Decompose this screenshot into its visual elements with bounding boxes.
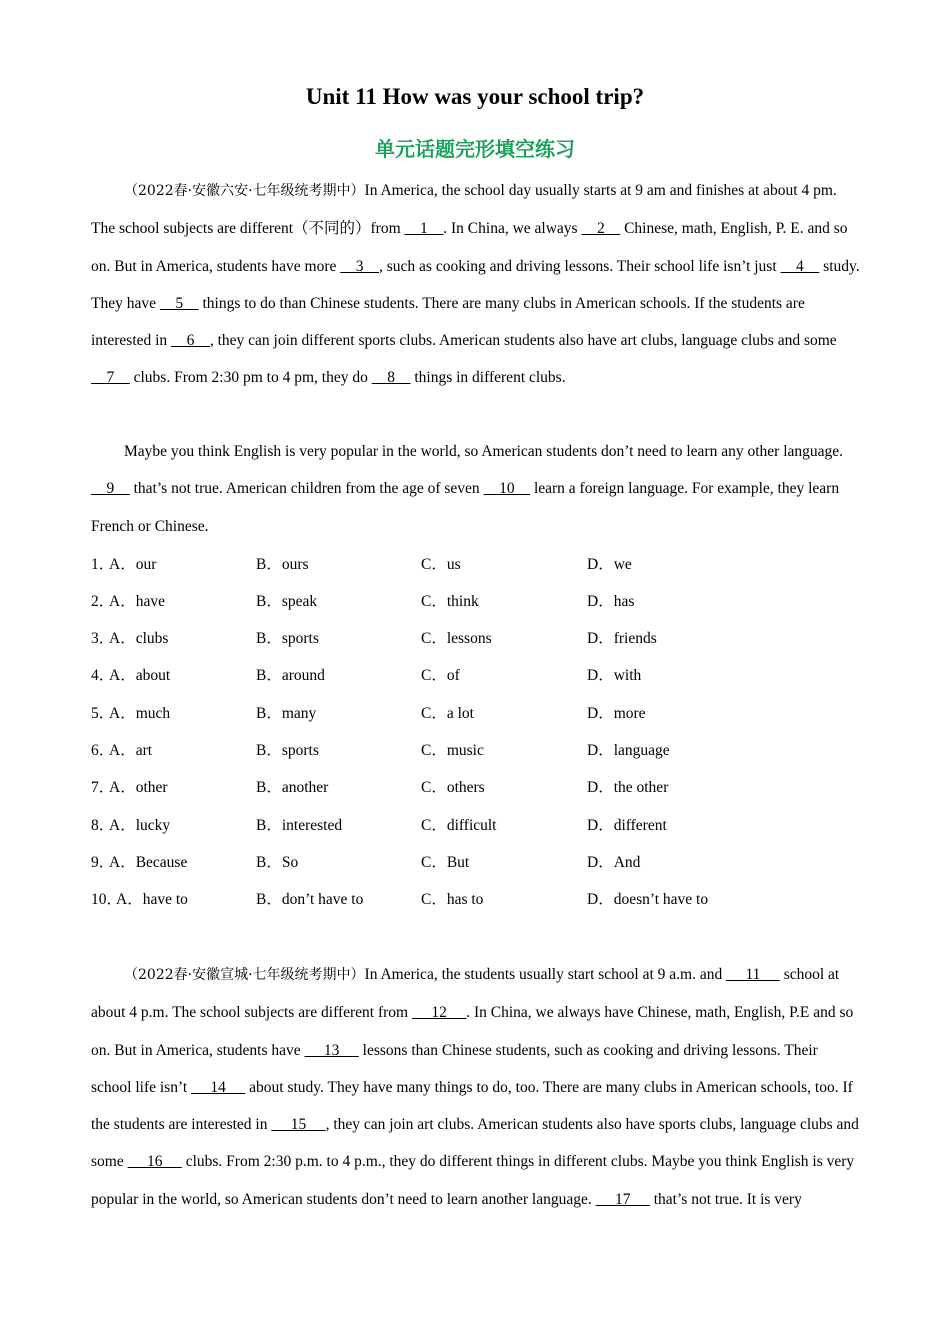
blank-4: 4 <box>780 257 820 275</box>
question-number: 9． <box>91 854 115 871</box>
passage-text: Chinese, math, English, P. E. and so on. But in America, students have more <box>91 220 848 275</box>
page-subtitle: 单元话题完形填空练习 <box>375 137 575 161</box>
option-a: A．Because <box>109 854 188 871</box>
blank-7: 7 <box>91 369 130 387</box>
option-c: C．of <box>421 667 460 684</box>
passage-3 <box>91 956 861 1218</box>
passage-1-source: （2022春·安徽六安·七年级统考期中） <box>124 183 365 199</box>
option-d: D．doesn’t have to <box>587 891 709 908</box>
option-b: B．interested <box>256 817 343 834</box>
option-a: A．other <box>109 779 168 796</box>
option-d: D．more <box>587 705 646 722</box>
question-number: 1． <box>91 556 115 573</box>
passage-text: , they can join different sports clubs. American students also have art clubs, language clubs and some <box>209 332 837 350</box>
question-number: 10． <box>91 891 123 908</box>
blank-1: 1 <box>404 220 444 238</box>
option-a: A．have to <box>116 891 188 908</box>
passage-text: things to do than Chinese students. There are many clubs in American schools. If the students are interested in <box>91 294 805 350</box>
option-a: A．have <box>109 593 165 610</box>
blank-2: 2 <box>581 220 621 238</box>
passage-text: Maybe you think English is very popular in the world, so American students don’t need to learn any other language. <box>124 443 844 460</box>
blank-3: 3 <box>340 257 379 275</box>
option-b: B．speak <box>256 593 318 610</box>
passage-1 <box>91 172 861 397</box>
option-a: A．much <box>109 705 171 722</box>
blank-6: 6 <box>171 332 210 350</box>
passage-text: about study. They have many things to do, too. There are many clubs in American schools, too. If the students are interested in <box>91 1078 853 1134</box>
option-c: C．has to <box>421 891 484 908</box>
passage-text: . In China, we always <box>443 220 582 238</box>
passage-text: school at about 4 p.m. The school subjects are different from <box>91 966 840 1022</box>
option-a: A．our <box>109 556 157 573</box>
question-number: 5． <box>91 705 115 722</box>
passage-text: . In China, we always have Chinese, math, English, P.E and so on. But in America, students have <box>91 1004 854 1059</box>
option-b: B．So <box>256 854 299 871</box>
option-b: B．another <box>256 779 329 796</box>
option-d: D．language <box>587 742 670 759</box>
question-row <box>91 769 861 806</box>
passage-text: lessons than Chinese students, such as cooking and driving lessons. Their school life isn’t <box>91 1041 818 1096</box>
passage-text: that’s not true. American children from the age of seven <box>129 480 484 498</box>
option-d: D．with <box>587 667 642 684</box>
option-b: B．around <box>256 667 325 684</box>
option-d: D．different <box>587 817 667 834</box>
option-b: B．sports <box>256 630 319 647</box>
blank-8: 8 <box>371 369 411 387</box>
option-b: B．don’t have to <box>256 891 364 908</box>
passage-text: In America, the students usually start school at 9 a.m. and <box>364 966 727 983</box>
passage-text: , they can join art clubs. American students also have sports clubs, language clubs and some <box>91 1116 859 1171</box>
passage-text: In America, the school day usually starts at 9 am and finishes at about 4 pm. The school subjects are different（不同的）from <box>91 182 837 238</box>
option-d: D．friends <box>587 630 657 647</box>
option-a: A．art <box>109 742 153 759</box>
passage-text: , such as cooking and driving lessons. Their school life isn’t just <box>379 257 781 275</box>
blank-14: 14 <box>191 1078 246 1096</box>
option-c: C．us <box>421 556 461 573</box>
option-c: C．difficult <box>421 817 497 834</box>
question-number: 7． <box>91 779 115 796</box>
page-title: Unit 11 How was your school trip? <box>305 84 645 109</box>
question-row <box>91 695 861 732</box>
question-row <box>91 546 861 583</box>
option-a: A．lucky <box>109 817 171 834</box>
question-row <box>91 657 861 694</box>
question-number: 4． <box>91 667 115 684</box>
blank-12: 12 <box>411 1004 467 1022</box>
option-c: C．think <box>421 593 479 610</box>
option-c: C．others <box>421 779 485 796</box>
question-number: 2． <box>91 593 115 610</box>
option-d: D．we <box>587 556 632 573</box>
question-number: 8． <box>91 817 115 834</box>
passage-text: things in different clubs. <box>410 369 566 387</box>
option-a: A．about <box>109 667 171 684</box>
blank-15: 15 <box>271 1116 326 1134</box>
question-number: 6． <box>91 742 115 759</box>
passage-text: clubs. From 2:30 pm to 4 pm, they do <box>129 369 372 387</box>
blank-17: 17 <box>595 1190 650 1208</box>
blank-13: 13 <box>304 1041 359 1059</box>
option-a: A．clubs <box>109 630 169 647</box>
passage-text: that’s not true. It is very <box>649 1190 802 1208</box>
passage-3-source: （2022春·安徽宣城·七年级统考期中） <box>124 967 365 983</box>
option-d: D．And <box>587 854 641 871</box>
passage-2 <box>91 433 861 545</box>
question-row <box>91 583 861 620</box>
option-b: B．many <box>256 705 317 722</box>
question-row <box>91 807 861 844</box>
blank-10: 10 <box>483 480 531 498</box>
option-c: C．But <box>421 854 470 871</box>
question-number: 3． <box>91 630 115 647</box>
option-d: D．the other <box>587 779 669 796</box>
passage-text: study. They have <box>91 257 860 312</box>
passage-text: learn a foreign language. For example, they learn French or Chinese. <box>91 480 840 535</box>
option-c: C．music <box>421 742 484 759</box>
question-row <box>91 732 861 769</box>
question-row <box>91 844 861 881</box>
option-b: B．sports <box>256 742 319 759</box>
question-row <box>91 881 861 918</box>
option-c: C．a lot <box>421 705 474 722</box>
blank-9: 9 <box>91 480 130 498</box>
blank-11: 11 <box>726 966 780 983</box>
passage-text: clubs. From 2:30 p.m. to 4 p.m., they do different things in different clubs. Maybe you think English is very popular in the world, so American students don’t need to learn another language. <box>91 1153 855 1208</box>
blank-16: 16 <box>127 1153 182 1171</box>
option-b: B．ours <box>256 556 309 573</box>
question-row <box>91 620 861 657</box>
option-c: C．lessons <box>421 630 492 647</box>
blank-5: 5 <box>159 294 199 312</box>
option-d: D．has <box>587 593 635 610</box>
